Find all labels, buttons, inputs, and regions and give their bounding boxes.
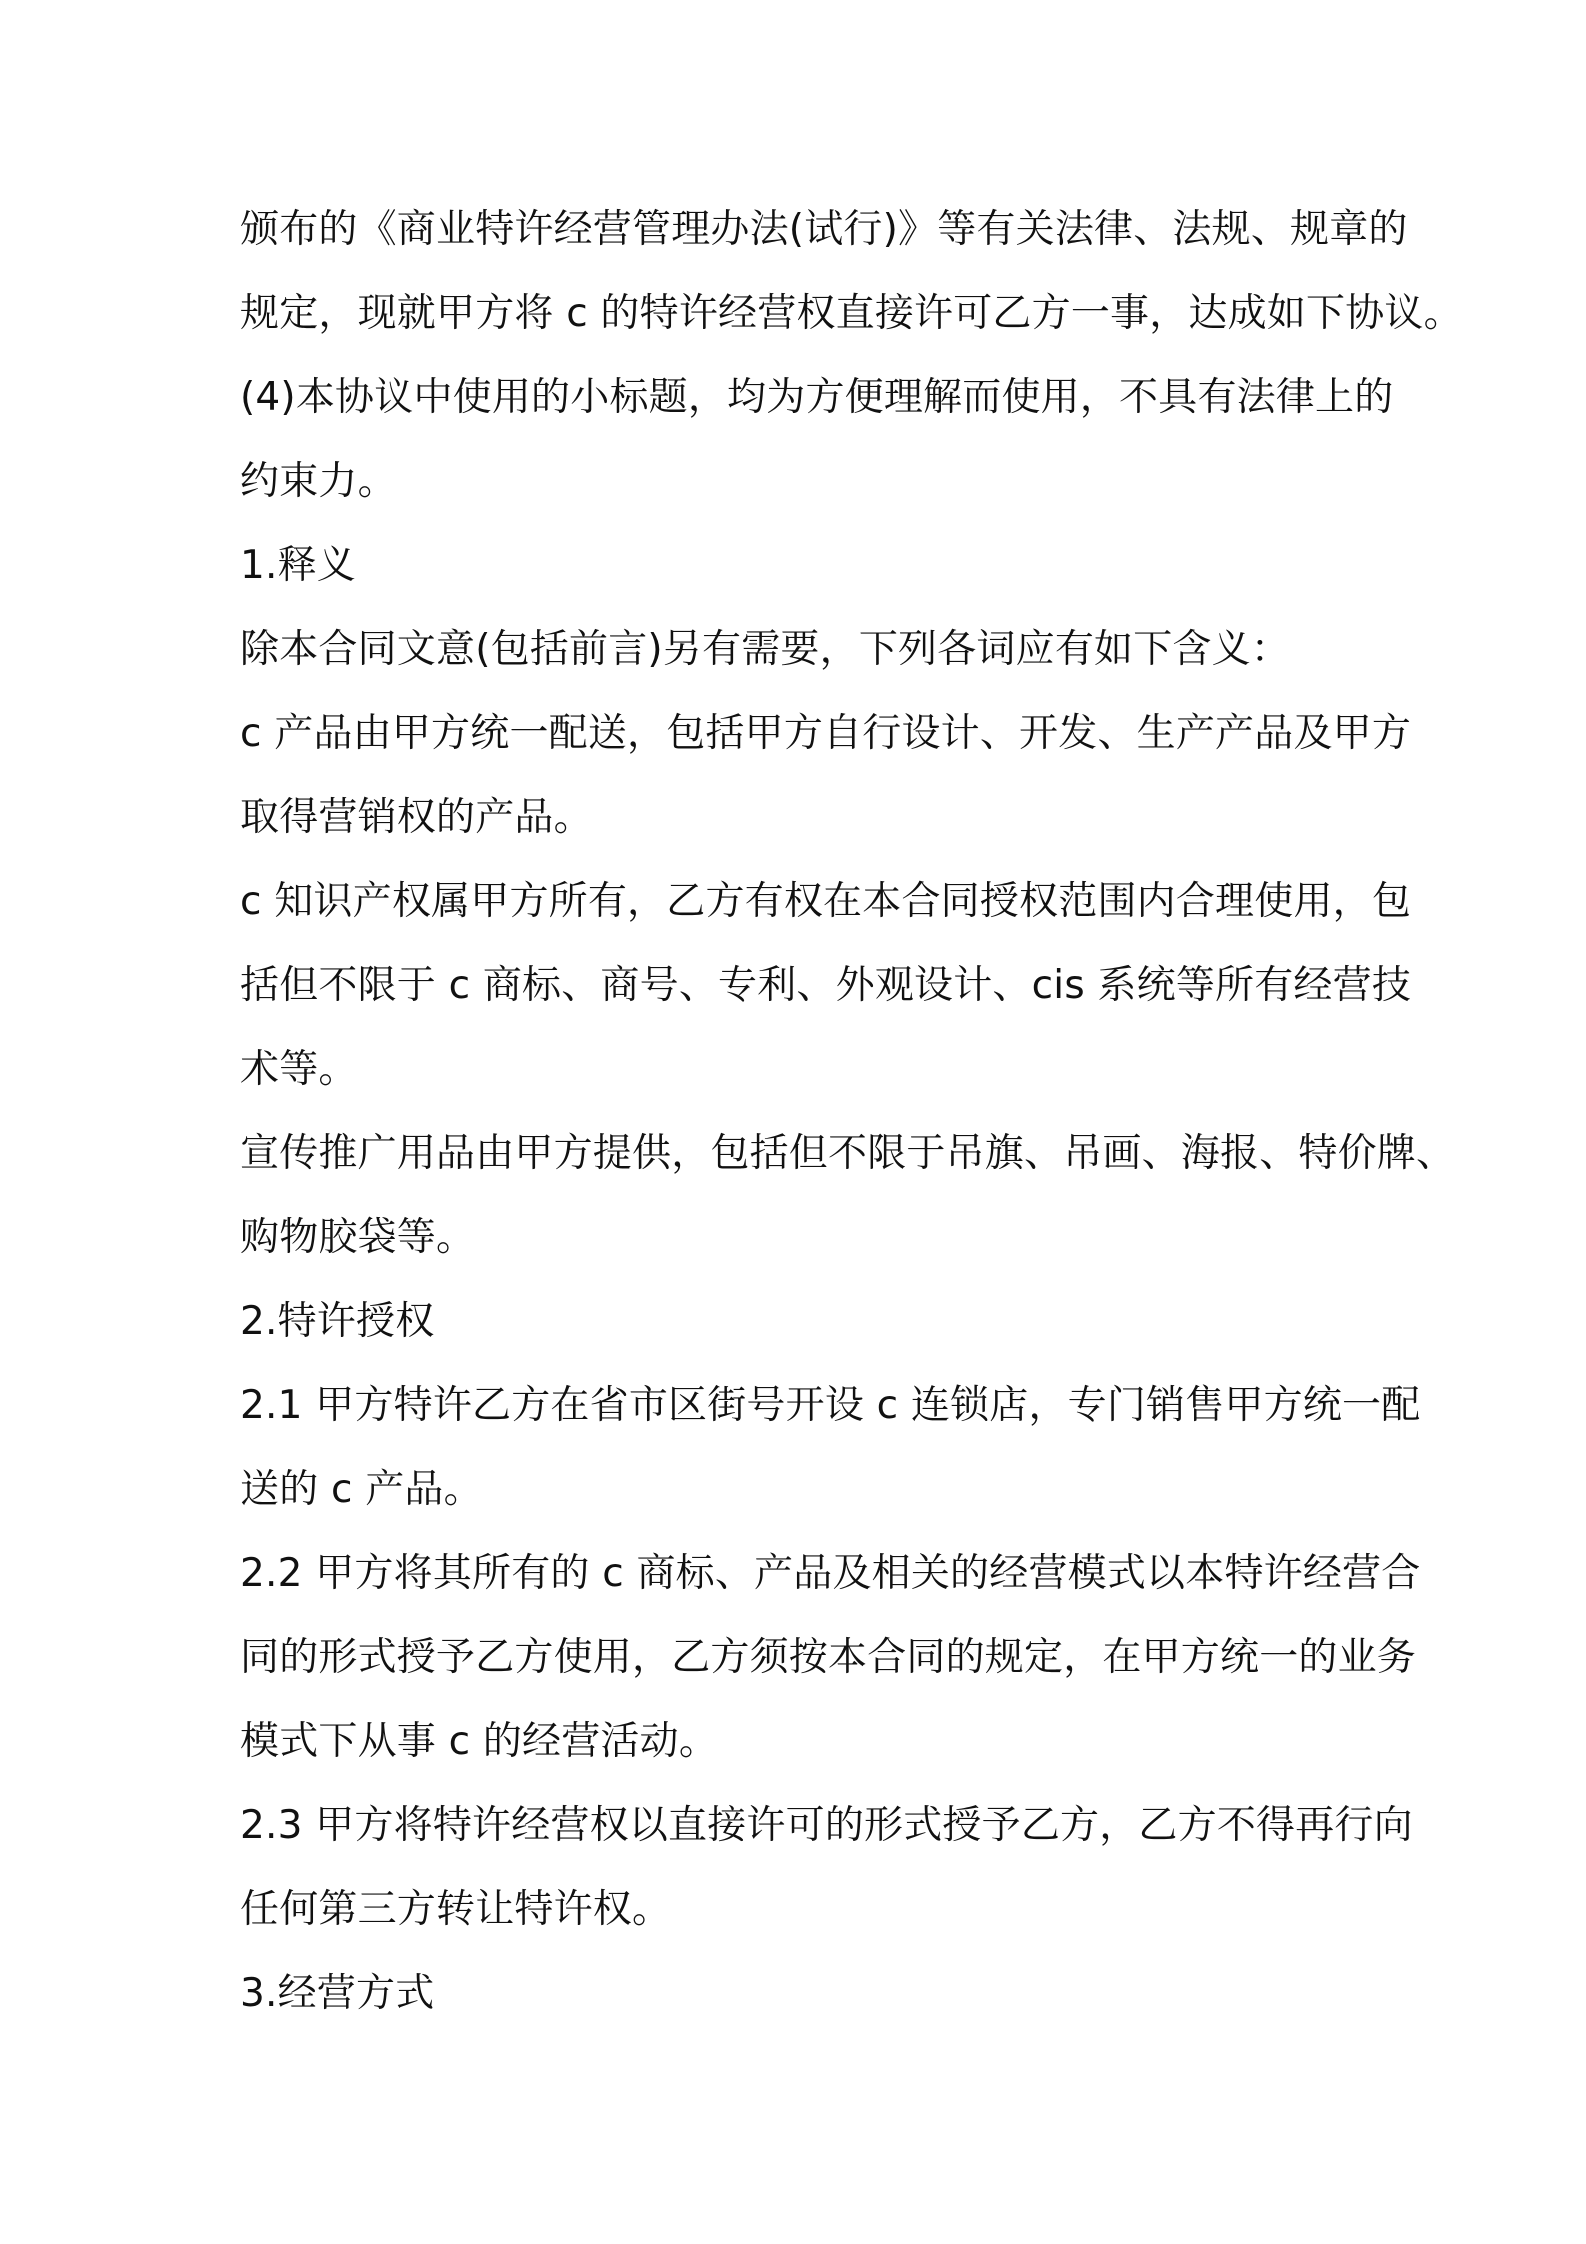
section-heading: 2.特许授权 [240,1299,435,1344]
text-line: 除本合同文意(包括前言)另有需要，下列各词应有如下含义： [240,627,1291,672]
section-heading: 3.经营方式 [240,1971,435,2016]
text-line: 2.3 甲方将特许经营权以直接许可的形式授予乙方，乙方不得再行向 [240,1803,1413,1848]
text-line: 术等。 [240,1047,358,1092]
text-line: c 产品由甲方统一配送，包括甲方自行设计、开发、生产产品及甲方 [240,711,1412,756]
section-heading: 1.释义 [240,543,357,588]
text-line: (4)本协议中使用的小标题，均为方便理解而使用，不具有法律上的 [240,375,1394,420]
text-line: 约束力。 [240,459,397,504]
text-line: c 知识产权属甲方所有，乙方有权在本合同授权范围内合理使用，包 [240,879,1412,924]
text-line: 2.1 甲方特许乙方在省市区街号开设 c 连锁店，专门销售甲方统一配 [240,1383,1421,1428]
text-line: 括但不限于 c 商标、商号、专利、外观设计、cis 系统等所有经营技 [240,963,1412,1008]
text-line: 任何第三方转让特许权。 [240,1887,672,1932]
text-line: 送的 c 产品。 [240,1467,483,1512]
text-line: 宣传推广用品由甲方提供，包括但不限于吊旗、吊画、海报、特价牌、 [240,1131,1456,1176]
text-line: 颁布的《商业特许经营管理办法(试行)》等有关法律、法规、规章的 [240,207,1408,252]
text-line: 同的形式授予乙方使用，乙方须按本合同的规定，在甲方统一的业务 [240,1635,1417,1680]
text-line: 规定，现就甲方将 c 的特许经营权直接许可乙方一事，达成如下协议。 [240,291,1463,336]
text-line: 购物胶袋等。 [240,1215,476,1260]
document-body [240,188,1463,2036]
text-line: 取得营销权的产品。 [240,795,593,840]
text-line: 2.2 甲方将其所有的 c 商标、产品及相关的经营模式以本特许经营合 [240,1551,1421,1596]
text-line: 模式下从事 c 的经营活动。 [240,1719,719,1764]
